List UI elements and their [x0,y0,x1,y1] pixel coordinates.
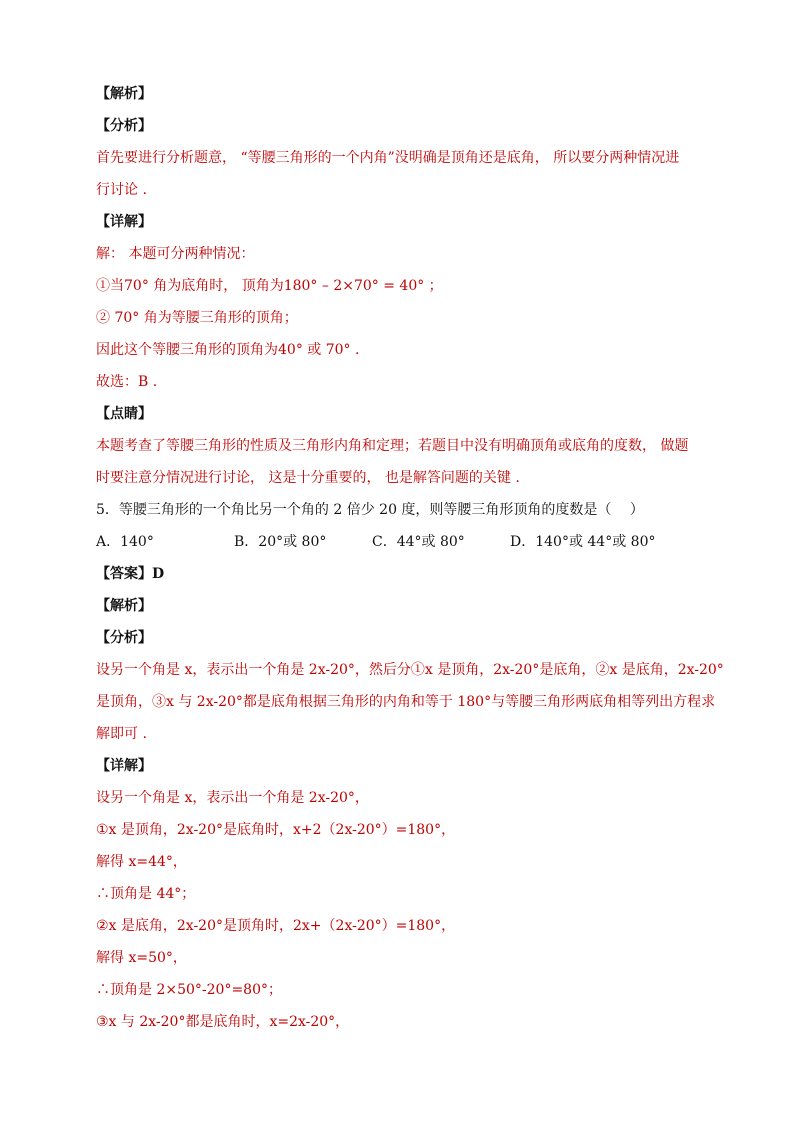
text-line: ② 70° 角为等腰三角形的顶角； [96,310,298,326]
text-line: ①当70° 角为底角时， 顶角为180° – 2×70° = 40° ； [96,278,443,294]
section-heading: 【点睛】 [96,406,152,422]
section-heading: 【分析】 [96,118,152,134]
option-d: D．140°或 44°或 80° [510,534,656,550]
section-heading: 【详解】 [96,214,152,230]
text-line: 5．等腰三角形的一个角比另一个角的 2 倍少 20 度，则等腰三角形顶角的度数是（ ） [96,502,644,518]
option-c: C．44°或 80° [372,534,465,550]
text-line: 时要注意分情况进行讨论， 这是十分重要的， 也是解答问题的关键 . [96,470,520,486]
option-a: A．140° [96,534,154,550]
text-line: 行讨论 . [96,182,147,198]
text-line: 因此这个等腰三角形的顶角为40° 或 70° . [96,342,360,358]
solution-block-q4 [96,78,714,526]
text-line: 设另一个角是 x，表示出一个角是 2x-20°， [96,790,369,806]
option-b: B．20°或 80° [234,534,327,550]
section-heading: 【解析】 [96,598,152,614]
text-line: ∴顶角是 2×50°-20°=80°； [96,982,282,998]
solution-block-q5 [96,558,724,1038]
text-line: 是顶角，③x 与 2x-20°都是底角根据三角形的内角和等于 180°与等腰三角形两底角相等列出方程求 [96,694,716,710]
section-heading: 【解析】 [96,86,152,102]
text-line: ①x 是顶角，2x-20°是底角时，x+2（2x-20°）=180°， [96,822,456,838]
section-heading: 【答案】D [96,566,165,582]
text-line: ∴顶角是 44°； [96,886,196,902]
text-line: 解得 x=50°， [96,950,187,966]
answer-options [96,526,714,558]
text-line: ③x 与 2x-20°都是底角时，x=2x-20°， [96,1014,350,1030]
text-line: 解得 x=44°， [96,854,187,870]
text-line: ②x 是底角，2x-20°是顶角时，2x+（2x-20°）=180°， [96,918,456,934]
text-line: 首先要进行分析题意， “等腰三角形的一个内角”没明确是顶角还是底角， 所以要分两种情况进 [96,150,680,166]
text-line: 解： 本题可分两种情况： [96,246,255,262]
text-line: 解即可 . [96,726,147,742]
text-line: 本题考查了等腰三角形的性质及三角形内角和定理；若题目中没有明确顶角或底角的度数， 做题 [96,438,689,454]
text-line: 故选：B . [96,374,158,390]
section-heading: 【分析】 [96,630,152,646]
text-line: 设另一个角是 x，表示出一个角是 2x-20°，然后分①x 是顶角，2x-20°是底角，②x 是底角，2x-20° [96,662,724,678]
section-heading: 【详解】 [96,758,152,774]
